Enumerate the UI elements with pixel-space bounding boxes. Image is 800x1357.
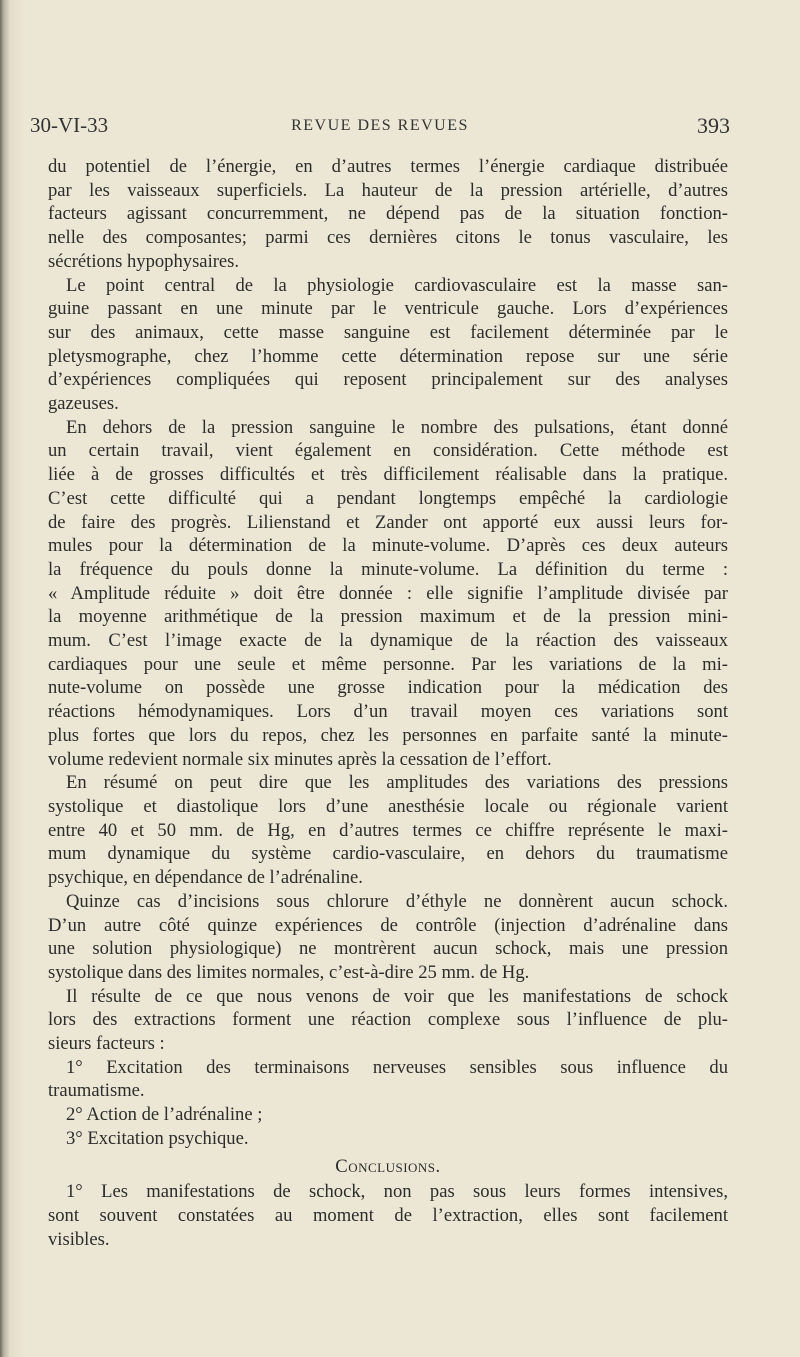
text-line: pletysmographe, chez l’homme cette détermination repose sur une série xyxy=(48,345,728,367)
conclusions-heading: Conclusions. xyxy=(335,1155,441,1177)
text-line: lors des extractions forment une réaction complexe sous l’influence de plu- xyxy=(48,1009,728,1031)
text-line: systolique et diastolique lors d’une anesthésie locale ou régionale varient xyxy=(48,795,728,817)
text-line: gazeuses. xyxy=(48,393,119,415)
text-line: Le point central de la physiologie cardiovasculaire est la masse san- xyxy=(66,274,728,296)
text-line: Il résulte de ce que nous venons de voir que les manifestations de schock xyxy=(66,985,728,1007)
text-line: Quinze cas d’incisions sous chlorure d’éthyle ne donnèrent aucun schock. xyxy=(66,890,728,912)
text-line: En résumé on peut dire que les amplitudes des variations des pressions xyxy=(66,772,728,794)
text-line: mum. C’est l’image exacte de la dynamique de la réaction des vaisseaux xyxy=(48,630,728,652)
text-line: 1° Excitation des terminaisons nerveuses sensibles sous influence du xyxy=(66,1056,728,1078)
text-line: nelle des composantes; parmi ces dernières citons le tonus vasculaire, les xyxy=(48,227,728,249)
text-line: plus fortes que lors du repos, chez les personnes en parfaite santé la minute- xyxy=(48,724,728,746)
text-line: liée à de grosses difficultés et très difficilement réalisable dans la pratique. xyxy=(48,464,728,486)
text-line: psychique, en dépendance de l’adrénaline. xyxy=(48,867,363,889)
text-line: C’est cette difficulté qui a pendant longtemps empêché la cardiologie xyxy=(48,487,728,509)
text-line: guine passant en une minute par le ventricule gauche. Lors d’expériences xyxy=(48,298,728,320)
text-line: entre 40 et 50 mm. de Hg, en d’autres termes ce chiffre représente le maxi- xyxy=(48,819,728,841)
text-line: 3° Excitation psychique. xyxy=(66,1127,249,1149)
text-line: mum dynamique du système cardio-vasculaire, en dehors du traumatisme xyxy=(48,843,728,865)
text-line: de faire des progrès. Lilienstand et Zander ont apporté eux aussi leurs for- xyxy=(48,511,728,533)
text-line: par les vaisseaux superficiels. La hauteur de la pression artérielle, d’autres xyxy=(48,179,728,201)
text-line: traumatisme. xyxy=(48,1080,145,1102)
text-line: D’un autre côté quinze expériences de contrôle (injection d’adrénaline dans xyxy=(48,914,728,936)
text-line: 1° Les manifestations de schock, non pas sous leurs formes intensives, xyxy=(66,1181,728,1203)
text-line: visibles. xyxy=(48,1228,110,1250)
text-line: nute-volume on possède une grosse indication pour la médication des xyxy=(48,677,728,699)
article-body xyxy=(48,155,728,1251)
text-line: mules pour la détermination de la minute-volume. D’après ces deux auteurs xyxy=(48,535,728,557)
text-line: facteurs agissant concurremment, ne dépend pas de la situation fonction- xyxy=(48,203,728,225)
text-line: En dehors de la pression sanguine le nombre des pulsations, étant donné xyxy=(66,416,728,438)
text-line: sur des animaux, cette masse sanguine est facilement déterminée par le xyxy=(48,321,728,343)
issue-date: 30-VI-33 xyxy=(30,113,109,137)
text-line: cardiaques pour une seule et même personne. Par les variations de la mi- xyxy=(48,653,728,675)
text-line: volume redevient normale six minutes après la cessation de l’effort. xyxy=(48,748,552,770)
running-head xyxy=(30,113,730,143)
text-line: la moyenne arithmétique de la pression maximum et de la pression mini- xyxy=(48,606,728,628)
text-line: du potentiel de l’énergie, en d’autres termes l’énergie cardiaque distribuée xyxy=(48,156,728,177)
text-line: une solution physiologique) ne montrèrent aucun schock, mais une pression xyxy=(48,938,728,960)
text-line: « Amplitude réduite » doit être donnée : elle signifie l’amplitude divisée par xyxy=(48,582,728,604)
text-line: un certain travail, vient également en considération. Cette méthode est xyxy=(48,440,728,462)
text-line: d’expériences compliquées qui reposent principalement sur des analyses xyxy=(48,369,728,391)
text-line: 2° Action de l’adrénaline ; xyxy=(66,1104,263,1126)
text-line: sont souvent constatées au moment de l’extraction, elles sont facilement xyxy=(48,1204,728,1226)
text-line: sieurs facteurs : xyxy=(48,1033,165,1055)
page-number: 393 xyxy=(697,113,730,138)
text-line: sécrétions hypophysaires. xyxy=(48,250,240,272)
text-line: systolique dans des limites normales, c’est-à-dire 25 mm. de Hg. xyxy=(48,961,530,983)
text-line: réactions hémodynamiques. Lors d’un travail moyen ces variations sont xyxy=(48,701,728,723)
text-line: la fréquence du pouls donne la minute-volume. La définition du terme : xyxy=(48,558,728,580)
journal-section-title: REVUE DES REVUES xyxy=(291,117,469,134)
